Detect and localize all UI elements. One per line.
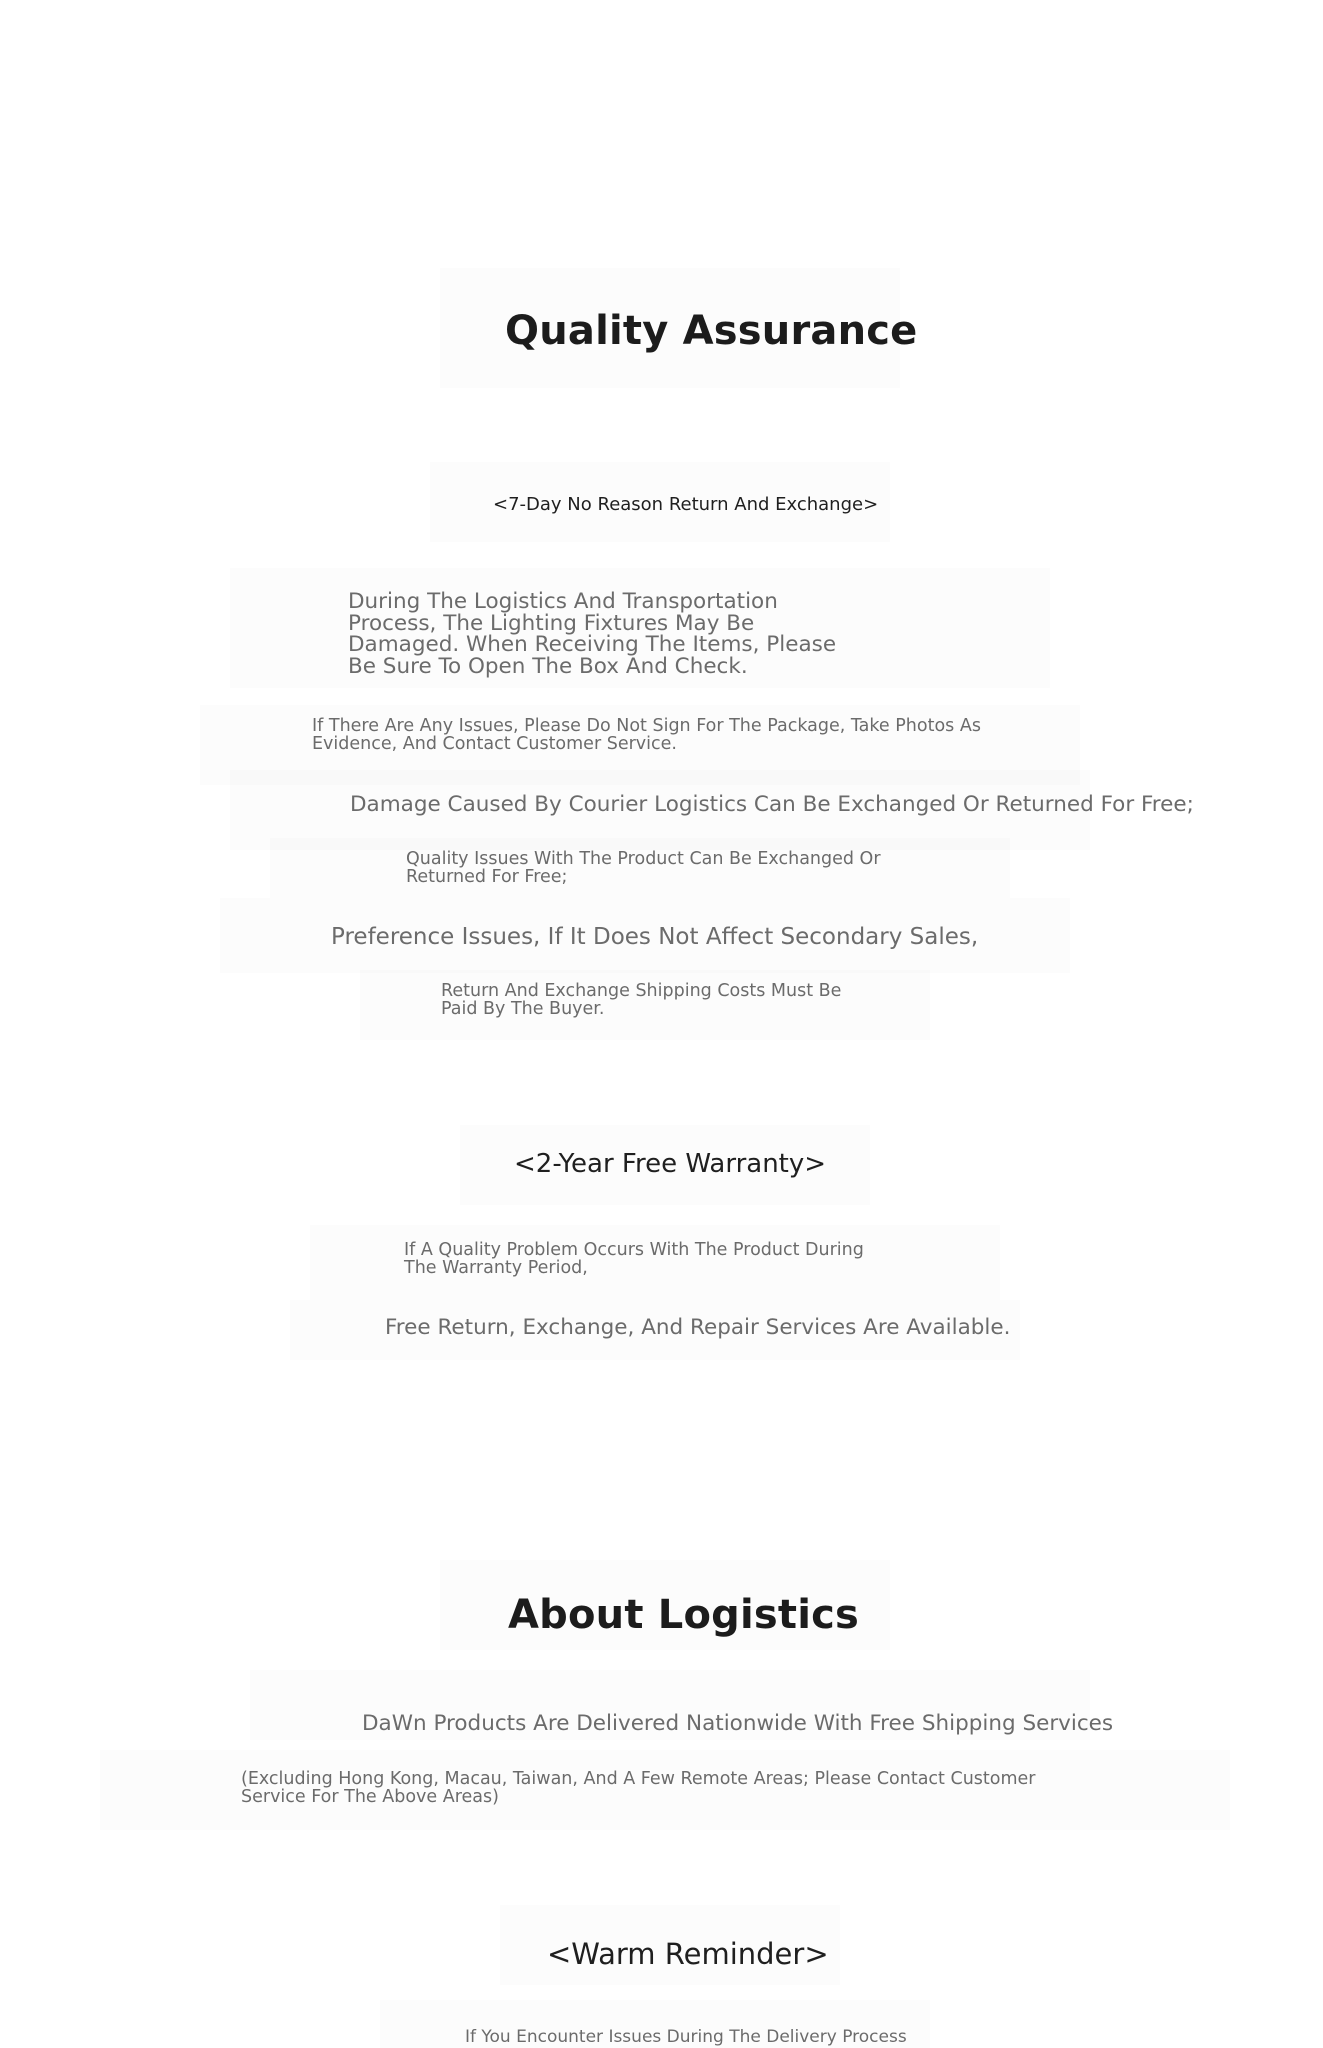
paragraph-delivery-issues: If You Encounter Issues During The Delivery Process [465,2027,907,2047]
return-exchange-heading: <7-Day No Reason Return And Exchange> [493,494,879,515]
warranty-heading: <2-Year Free Warranty> [514,1149,827,1179]
paragraph-free-repair: Free Return, Exchange, And Repair Services Are Available. [385,1315,1011,1340]
paragraph-courier-damage: Damage Caused By Courier Logistics Can Be Exchanged Or Returned For Free; [350,792,1194,817]
warm-reminder-heading: <Warm Reminder> [547,1937,829,1971]
paragraph-warranty-period: If A Quality Problem Occurs With The Product During The Warranty Period, [404,1240,864,1278]
paragraph-shipping-costs: Return And Exchange Shipping Costs Must Be Paid By The Buyer. [441,981,842,1019]
paragraph-excluded-areas: (Excluding Hong Kong, Macau, Taiwan, And A Few Remote Areas; Please Contact Customer Service For The Above Areas) [241,1769,1036,1807]
paragraph-quality-issues: Quality Issues With The Product Can Be Exchanged Or Returned For Free; [406,849,881,887]
paragraph-logistics-damage: During The Logistics And Transportation Process, The Lighting Fixtures May Be Damaged. When Receiving The Items, Please Be Sure To Open The Box And Check. [348,589,837,679]
paragraph-sign-package: If There Are Any Issues, Please Do Not Sign For The Package, Take Photos As Evidence, And Contact Customer Service. [312,716,981,754]
about-logistics-title: About Logistics [508,1592,860,1638]
paragraph-nationwide-delivery: DaWn Products Are Delivered Nationwide With Free Shipping Services [362,1711,1114,1736]
quality-assurance-title: Quality Assurance [505,308,918,354]
paragraph-preference-issues: Preference Issues, If It Does Not Affect Secondary Sales, [331,924,979,950]
